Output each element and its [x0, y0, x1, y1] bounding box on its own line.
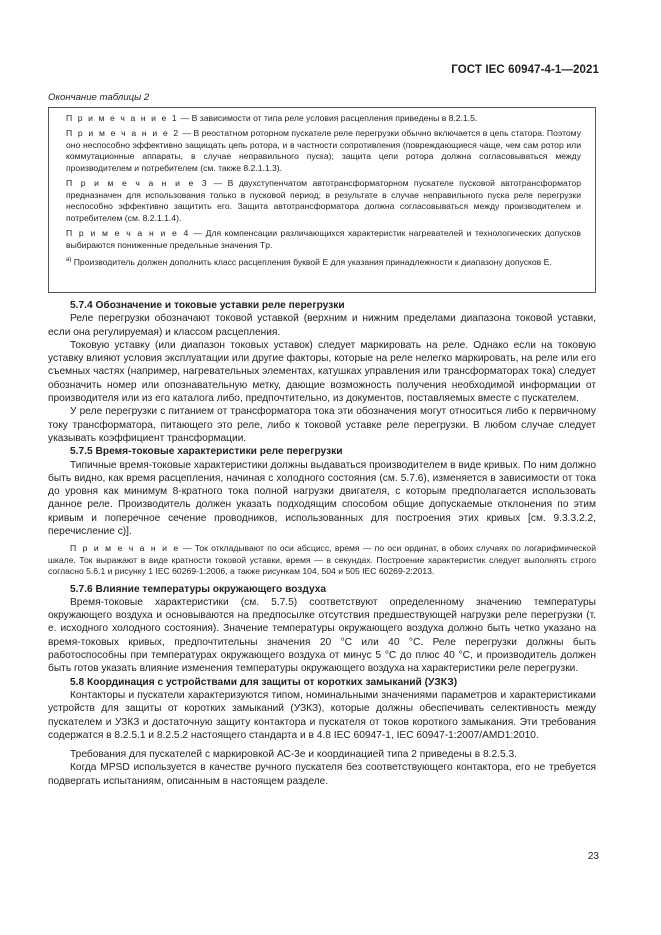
- main-content: [48, 299, 596, 788]
- note-label: П р и м е ч а н и е: [70, 543, 180, 554]
- note-text: — В двухступенчатом автотрансформаторном пускателе пусковой автотрансформатор предназначен для использования только в пусковой период; в результате в случае неправильного пуска реле перегрузки неспособно эффективно защитить его. Защита автотрансформатора должна согласовываться между производителем и потребителем (см. 8.2.1.1.4).: [66, 178, 581, 223]
- note-text: — В зависимости от типа реле условия расцепления приведены в 8.2.1.5.: [178, 113, 478, 123]
- note-label: П р и м е ч а н и е 3: [66, 178, 209, 189]
- table-note-1: [66, 113, 581, 125]
- table-note-4: [66, 228, 581, 251]
- table-note-2: [66, 128, 581, 174]
- note-text: — Для компенсации различающихся характеристик нагревателей и технологических допусков выбираются пониженные предельные значения Tp.: [66, 228, 581, 250]
- section-5-8-paragraph: Контакторы и пускатели характеризуются типом, номинальными значениями параметров и характеристиками устройств для защиты от коротких замыканий (УЗКЗ), которые должны обеспечивать селективность между пускателем и УЗКЗ и достаточную защиту контактора и пускателя от токов короткого замыкания. Эти требования содержатся в 8.2.5.1 и 8.2.5.2 настоящего стандарта и в 4.8 IEC 60947-1, IEC 60947-1:2007/AMD1:2010.: [48, 689, 596, 741]
- note-text: — В реостатном роторном пускателе реле перегрузки обычно включается в цепь статора. Поэтому оно неспособно эффективно защищать цепь ротора, и в частности сопротивления (повреждающиеся чаще, чем сам ротор или коммутационные аппараты, в случае неправильного пуска); защита цепи ротора должна согласовываться между производителем и потребителем (см. также 8.2.1.1.3).: [66, 128, 581, 173]
- standard-header: ГОСТ IEC 60947-4-1—2021: [451, 64, 599, 76]
- section-5-8-heading: 5.8 Координация с устройствами для защиты от коротких замыканий (УЗКЗ): [70, 676, 458, 688]
- page-number: 23: [587, 851, 599, 862]
- table-continuation-caption: Окончание таблицы 2: [48, 92, 150, 103]
- table-note-3: [66, 178, 581, 224]
- table-footnote: [66, 255, 581, 268]
- section-5-8-paragraph: Когда MPSD используется в качестве ручного пускателя без соответствующего контактора, его не требуется подвергать испытаниям, описанным в настоящем разделе.: [48, 762, 596, 787]
- section-5-8-paragraph: Требования для пускателей с маркировкой АС-3е и координацией типа 2 приведены в 8.2.5.3.: [70, 749, 517, 761]
- section-5-7-5-note: [48, 543, 596, 577]
- footnote-text: Производитель должен дополнить класс расцепления буквой Е для указания принадлежности к диапазону допусков Е.: [71, 256, 552, 267]
- section-5-7-4-paragraph: У реле перегрузки с питанием от трансформатора тока эти обозначения могут относиться либо к первичному току трансформатора, питающего это реле, либо к токовой уставке реле перегрузки. В любом случае следует указывать коэффициент трансформации.: [48, 406, 596, 444]
- section-5-7-4-heading: 5.7.4 Обозначение и токовые уставки реле перегрузки: [70, 300, 345, 311]
- footnote-mark: a): [66, 256, 72, 263]
- section-5-7-4-paragraph: Реле перегрузки обозначают токовой уставкой (верхним и нижним пределами диапазона токовой уставки, если она регулируемая) и классом расцепления.: [48, 313, 596, 338]
- section-5-7-4-paragraph: Токовую уставку (или диапазон токовых уставок) следует маркировать на реле. Однако если на токовую уставку влияют условия эксплуатации или другие факторы, которые на реле нелегко маркировать, на реле или его съемных частях (например, нагревательных элементах, катушках управления или трансформаторах тока) следует обозначить номер или опознавательную метку, дающие возможность получения необходимой информации от производителя или из его каталога либо, предпочтительно, из документов, поставляемых вместе с пускателем.: [48, 339, 596, 405]
- section-5-7-5-paragraph: Типичные время-токовые характеристики должны выдаваться производителем в виде кривых. По ним должно быть видно, как время расцепления, начиная с холодного состояния (см. 5.7.6), изменяется в зависимости от тока до уровня как минимум 8-кратного тока полной нагрузки двигателя, с которым предполагается использовать данное реле. Производитель должен указать подходящим способом общие допускаемые отклонения по этим кривым и поперечное сечение проводников, использованных для построения этих кривых [см. 9.3.3.2.2, перечисление c)].: [48, 459, 596, 538]
- section-5-7-6-heading: 5.7.6 Влияние температуры окружающего воздуха: [70, 583, 327, 595]
- note-label: П р и м е ч а н и е 1: [66, 113, 179, 123]
- table-notes-box: [48, 107, 596, 293]
- note-text: — Ток откладывают по оси абсцисс, время — по оси ординат, в обоих случаях по логарифмической шкале. Ток выражают в виде кратности токовой уставки, время — в секундах. Построение характеристик следует выполнять строго согласно 5.6.1 и рисунку 1 IEC 60269-1:2006, а также рисункам 104, 504 и 505 IEC 60269-2:2013.: [48, 543, 596, 577]
- section-5-7-6-paragraph: Время-токовые характеристики (см. 5.7.5) соответствуют определенному значению температуры окружающего воздуха и основываются на предпосылке отсутствия предшествующей нагрузки реле перегрузки (т. е. исходного холодного состояния). Значение температуры окружающего воздуха должно быть четко указано на время-токовых кривых, предпочтительны значения 20 °С или 40 °С. Реле перегрузки должны быть работоспособны при температурах окружающего воздуха от минус 5 °С до плюс 40 °С, и производитель должен быть готов указать влияние изменения температуры окружающего воздуха на характеристики реле перегрузки.: [48, 596, 596, 675]
- note-label: П р и м е ч а н и е 2: [66, 128, 180, 139]
- section-5-7-5-heading: 5.7.5 Время-токовые характеристики реле перегрузки: [70, 446, 343, 458]
- note-label: П р и м е ч а н и е 4: [66, 228, 190, 239]
